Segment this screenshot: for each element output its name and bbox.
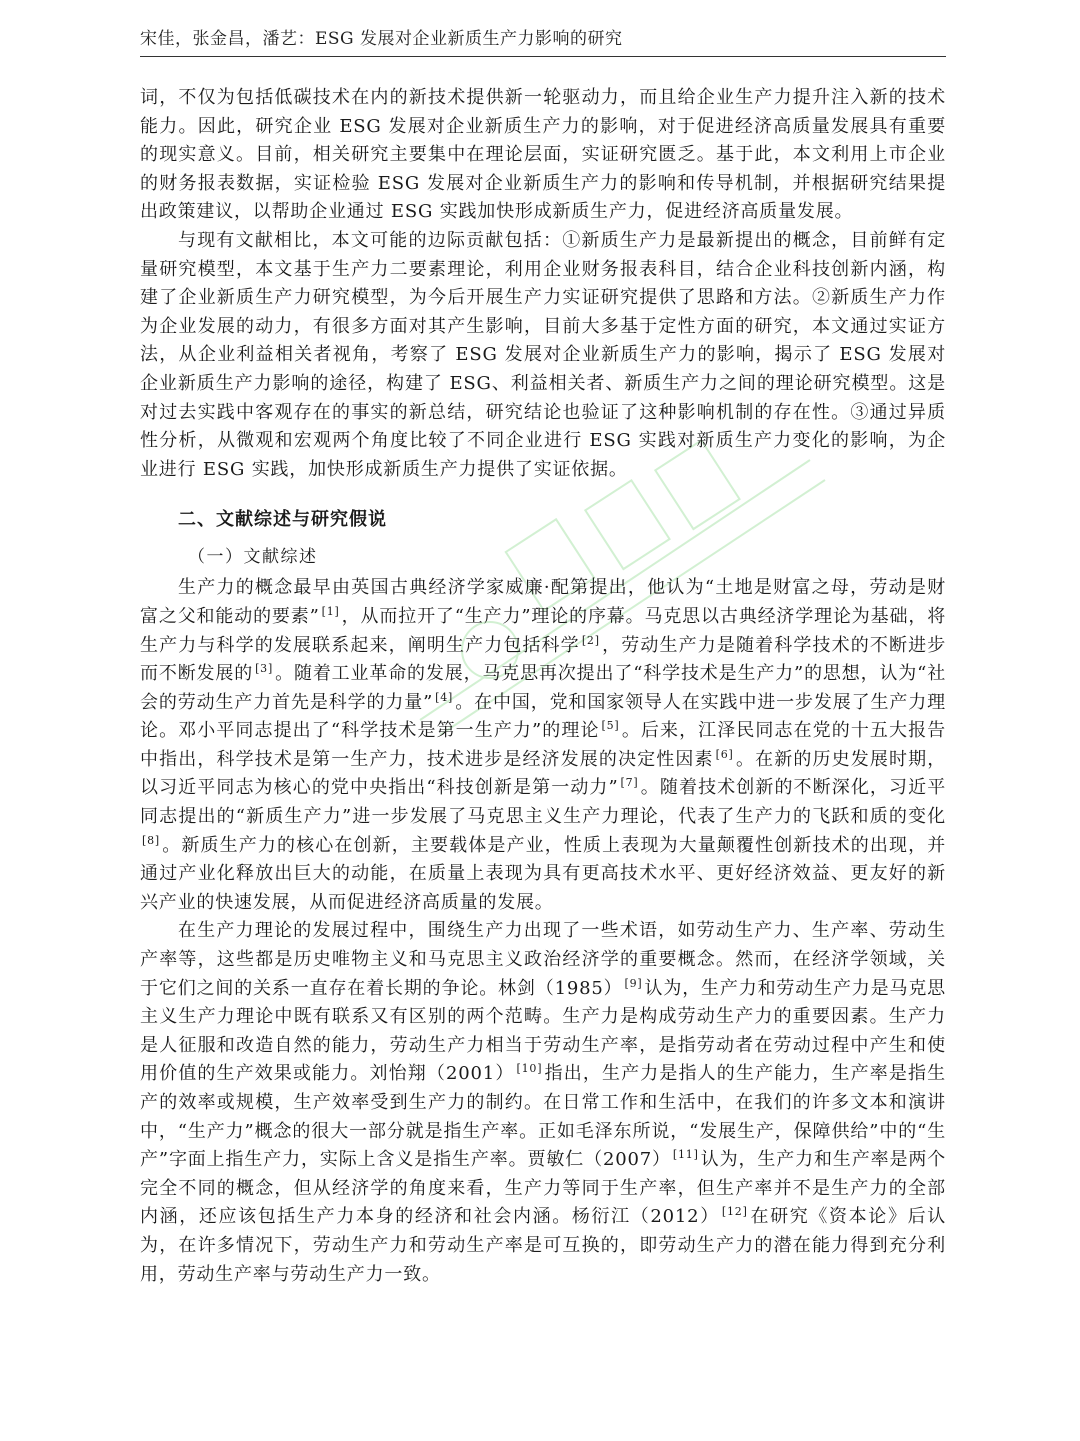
page-body [140,84,946,1289]
text-segment: 在生产力理论的发展过程中，围绕生产力出现了一些术语，如劳动生产力、生产率、劳动生产率等，这些都是历史唯物主义和马克思主义政治经济学的重要概念。然而，在经济学领域，关于它们之间的关系一直存在着长期的争论。林剑（1985） [140,920,946,999]
citation: [12] [721,1205,748,1219]
literature-review-paragraph-1 [140,574,946,917]
citation: [7] [620,776,639,790]
citation: [2] [581,633,600,647]
citation: [3] [255,662,274,676]
text-segment: ，从而拉开了“生产力”理论的序幕。马克思以古典经济学理论为基础，将生产力与科学的发展联系起来，阐明生产力包括科学 [140,605,946,656]
citation: [4] [435,690,454,704]
section-heading: 二、文献综述与研究假说 [178,509,387,531]
text-segment: 。随着技术创新的不断深化，习近平同志提出的“新质生产力”进一步发展了马克思主义生产力理论，代表了生产力的飞跃和质的变化 [140,777,946,828]
citation: [5] [601,719,620,733]
text-segment: 。随着工业革命的发展，马克思再次提出了“科学技术是生产力”的思想，认为“社会的劳动生产力首先是科学的力量” [140,663,947,713]
intro-continuation-paragraph: 词，不仅为包括低碳技术在内的新技术提供新一轮驱动力，而且给企业生产力提升注入新的技术能力。因此，研究企业 ESG 发展对企业新质生产力的影响，对于促进经济高质量发展具有重要的现实意义。目前，相关研究主要集中在理论层面，实证研究匮乏。基于此，本文利用上市企业的财务报表数据，实证检验 ESG 发展对企业新质生产力的影响和传导机制，并根据研究结果提出政策建议，以帮助企业通过 ESG 实践加快形成新质生产力，促进经济高质量发展。 [140,87,946,223]
text-segment: 。新质生产力的核心在创新，主要载体是产业，性质上表现为大量颠覆性创新技术的出现，并通过产业化释放出巨大的动能，在质量上表现为具有更高技术水平、更好经济效益、更友好的新兴产业的快速发展，从而促进经济高质量的发展。 [140,834,946,913]
citation: [9] [624,976,643,990]
header-rule [140,56,946,57]
literature-review-paragraph-2 [140,917,946,1289]
text-segment: 。在中国，党和国家领导人在实践中进一步发展了生产力理论。邓小平同志提出了“科学技术是第一生产力”的理论 [140,691,946,742]
citation: [8] [142,833,160,847]
text-segment: 认为，生产力和生产率是两个完全不同的概念，但从经济学的角度来看，生产力等同于生产率，但生产率并不是生产力的全部内涵，还应该包括生产力本身的经济和社会内涵。杨衍江（2012） [140,1149,946,1228]
text-segment: ，劳动生产力是随着科学技术的不断进步而不断发展的 [140,634,946,685]
citation: [1] [321,604,340,618]
citation: [6] [715,747,734,761]
text-segment: 。后来，江泽民同志在党的十五大报告中指出，科学技术是第一生产力，技术进步是经济发展的决定性因素 [140,720,946,770]
text-segment: 生产力的概念最早由英国古典经济学家威廉·配第提出，他认为“土地是财富之母，劳动是财富之父和能动的要素” [140,577,946,627]
citation: [10] [516,1062,543,1076]
citation: [11] [672,1148,699,1162]
running-header: 宋佳，张金昌，潘艺：ESG 发展对企业新质生产力影响的研究 [140,29,623,49]
text-segment: 认为，生产力和劳动生产力是马克思主义生产力理论中既有联系又有区别的两个范畴。生产力是构成劳动生产力的重要因素。生产力是人征服和改造自然的能力，劳动生产力相当于劳动生产率，是指劳动者在劳动过程中产生和使用价值的生产效果或能力。刘怡翔（2001） [140,977,946,1085]
subsection-heading: （一）文献综述 [188,547,318,568]
text-segment: 指出，生产力是指人的生产能力，生产率是指生产的效率或规模，生产效率受到生产力的制约。在日常工作和生活中，在我们的许多文本和演讲中，“生产力”概念的很大一部分就是指生产率。正如毛泽东所说，“发展生产，保障供给”中的“生产”字面上指生产力，实际上含义是指生产率。贾敏仁（2007） [140,1063,946,1171]
contribution-paragraph: 与现有文献相比，本文可能的边际贡献包括：①新质生产力是最新提出的概念，目前鲜有定量研究模型，本文基于生产力二要素理论，利用企业财务报表科目，结合企业科技创新内涵，构建了企业新质生产力研究模型，为今后开展生产力实证研究提供了思路和方法。②新质生产力作为企业发展的动力，有很多方面对其产生影响，目前大多基于定性方面的研究，本文通过实证方法，从企业利益相关者视角，考察了 ESG 发展对企业新质生产力的影响，揭示了 ESG 发展对企业新质生产力影响的途径，构建了 ESG、利益相关者、新质生产力之间的理论研究模型。这是对过去实践中客观存在的事实的新总结，研究结论也验证了这种影响机制的存在性。③通过异质性分析，从微观和宏观两个角度比较了不同企业进行 ESG 实践对新质生产力变化的影响，为企业进行 ESG 实践，加快形成新质生产力提供了实证依据。 [140,229,946,480]
text-segment: 在研究《资本论》后认为，在许多情况下，劳动生产力和劳动生产率是可互换的，即劳动生产力的潜在能力得到充分利用，劳动生产率与劳动生产力一致。 [140,1206,947,1285]
text-segment: 。在新的历史发展时期，以习近平同志为核心的党中央指出“科技创新是第一动力” [140,748,946,799]
